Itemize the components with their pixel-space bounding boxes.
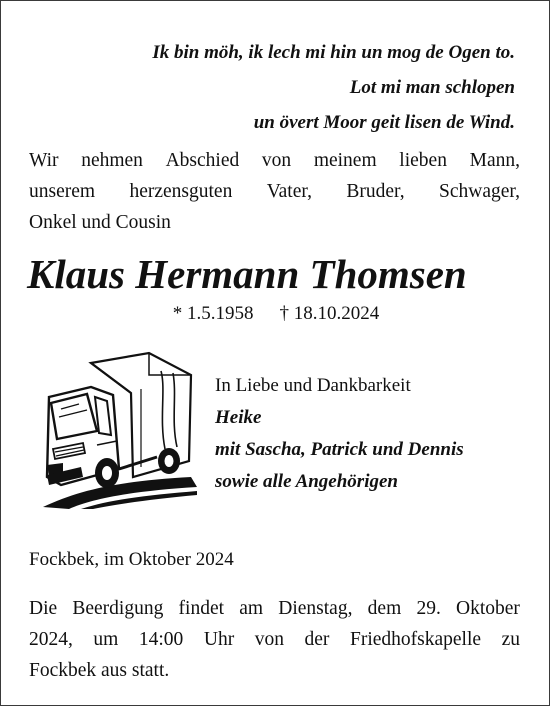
funeral-line-1 (29, 593, 520, 624)
word: findet (178, 598, 225, 619)
life-dates (1, 303, 550, 325)
funeral-line-2 (29, 624, 520, 655)
funeral-line-3: Fockbek aus statt. (29, 660, 170, 681)
word: von (254, 629, 284, 650)
birth-date: * 1.5.1958 (172, 303, 254, 324)
word: zu (501, 629, 520, 650)
word: am (239, 598, 264, 619)
word: Oktober (456, 598, 520, 619)
poem-verse (35, 35, 515, 140)
verse-line: un övert Moor geit lisen de Wind. (253, 112, 515, 133)
word: Wir (29, 150, 59, 171)
deceased-name: Klaus Hermann Thomsen (27, 251, 467, 297)
family-name: mit Sascha, Patrick und Dennis (215, 439, 464, 460)
farewell-line-3: Onkel und Cousin (29, 212, 171, 233)
word: unserem (29, 181, 96, 202)
word: 14:00 (138, 629, 184, 650)
word: von (261, 150, 292, 171)
word: 2024, (29, 629, 73, 650)
word: der (304, 629, 330, 650)
word: Abschied (165, 150, 240, 171)
funeral-info (29, 593, 520, 686)
verse-line: Lot mi man schlopen (349, 77, 515, 98)
family-lead: In Liebe und Dankbarkeit (215, 375, 411, 396)
word: Uhr (203, 629, 235, 650)
word: Mann, (469, 150, 520, 171)
family-signature (215, 370, 535, 498)
farewell-text (29, 145, 520, 238)
word: um (93, 629, 119, 650)
truck-icon (41, 349, 197, 509)
word: Bruder, (346, 181, 405, 202)
word: meinem (313, 150, 377, 171)
word: Die (29, 598, 58, 619)
word: nehmen (81, 150, 143, 171)
farewell-line-1 (29, 145, 520, 176)
death-date: † 18.10.2024 (279, 303, 380, 324)
family-name: sowie alle Angehörigen (215, 471, 398, 492)
verse-line: Ik bin möh, ik lech mi hin un mog de Ogen to. (152, 42, 515, 63)
word: 29. (416, 598, 441, 619)
word: lieben (399, 150, 447, 171)
word: Dienstag, (278, 598, 353, 619)
family-name: Heike (215, 407, 262, 428)
place-date: Fockbek, im Oktober 2024 (29, 549, 234, 570)
word: Beerdigung (72, 598, 164, 619)
word: Vater, (266, 181, 312, 202)
word: dem (367, 598, 402, 619)
farewell-line-2 (29, 176, 520, 207)
word: herzensguten (129, 181, 233, 202)
word: Schwager, (439, 181, 520, 202)
word: Friedhofskapelle (349, 629, 482, 650)
